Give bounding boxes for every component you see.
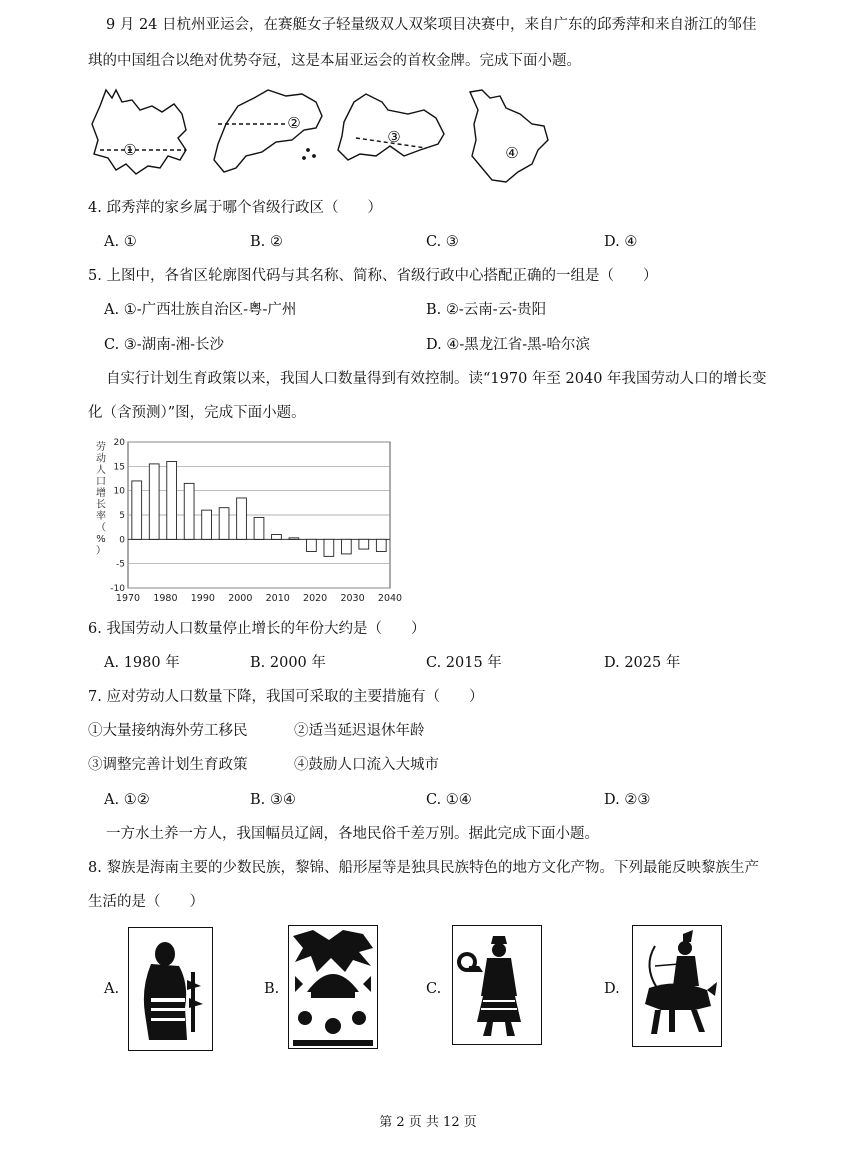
q8-option-d: D.	[604, 981, 620, 997]
y-axis-label-char: 人	[96, 465, 106, 476]
x-tick-label: 2010	[265, 593, 290, 604]
q6-stem: 6. 我国劳动人口数量停止增长的年份大约是（ ）	[88, 621, 426, 637]
q6-option-b: B. 2000 年	[250, 655, 326, 671]
q8-option-c: C.	[426, 981, 442, 997]
q7-stem: 7. 应对劳动人口数量下降，我国可采取的主要措施有（ ）	[88, 689, 484, 705]
paper-cut-b	[288, 925, 378, 1049]
y-axis-label-char: 口	[96, 476, 106, 488]
bar	[272, 534, 282, 539]
x-tick-label: 1970	[115, 593, 141, 604]
q6-option-d: D. 2025 年	[604, 655, 681, 671]
q5-stem: 5. 上图中，各省区轮廓图代码与其名称、简称、省级行政中心搭配正确的一组是（ ）	[88, 268, 658, 284]
province-outline-4	[470, 90, 548, 182]
y-axis-label-char: 长	[96, 499, 106, 511]
labor-growth-chart	[92, 434, 403, 606]
q8-line-2: 生活的是（ ）	[88, 894, 204, 910]
q7-option-a: A. ①②	[104, 792, 150, 808]
bar	[237, 498, 247, 539]
y-axis-label-char: ）	[96, 545, 106, 557]
intro2-line-2: 化（含预测）”图，完成下面小题。	[88, 405, 306, 421]
intro3-line-1: 一方水土养一方人，我国幅员辽阔，各地民俗千差万别。据此完成下面小题。	[106, 826, 599, 842]
q7-option-c: C. ①④	[426, 792, 472, 808]
q6-option-a: A. 1980 年	[104, 655, 180, 671]
bar	[359, 539, 369, 549]
q6-option-c: C. 2015 年	[426, 655, 502, 671]
q8-option-a: A.	[104, 981, 120, 997]
page-footer: 第 2 页 共 12 页	[379, 1115, 477, 1130]
q4-option-d: D. ④	[604, 234, 638, 250]
q4-stem: 4. 邱秀萍的家乡属于哪个省级行政区（ ）	[88, 200, 382, 216]
q7-option-d: D. ②③	[604, 792, 651, 808]
x-tick-label: 2030	[340, 593, 365, 604]
intro-line-1: 9 月 24 日杭州亚运会，在赛艇女子轻量级双人双桨项目决赛中，来自广东的邱秀萍和来自浙江的邹佳	[106, 17, 757, 33]
q4-option-b: B. ②	[250, 234, 283, 250]
paper-cut-a	[128, 927, 213, 1051]
q5-option-d: D. ④-黑龙江省-黑-哈尔滨	[426, 337, 591, 353]
y-axis-label-char: 劳	[96, 442, 106, 453]
y-axis-label-char: %	[96, 534, 106, 545]
q7-item-2: ②适当延迟退休年龄	[294, 723, 425, 739]
x-tick-label: 2020	[303, 593, 328, 604]
bar	[149, 464, 159, 539]
paper-cut-c	[452, 925, 542, 1045]
q5-option-c: C. ③-湖南-湘-长沙	[104, 337, 224, 353]
intro-line-2: 琪的中国组合以绝对优势夺冠，这是本届亚运会的首枚金牌。完成下面小题。	[88, 53, 581, 69]
q8-line-1: 8. 黎族是海南主要的少数民族，黎锦、船形屋等是独具民族特色的地方文化产物。下列最能反映黎族生产	[88, 860, 759, 876]
province-outline-maps	[86, 84, 556, 194]
x-tick-label: 1990	[190, 593, 215, 604]
y-axis-label-char: （	[96, 522, 106, 534]
q4-option-a: A. ①	[104, 234, 137, 250]
bar	[167, 461, 177, 539]
y-tick-label: 20	[113, 438, 125, 448]
q5-option-a: A. ①-广西壮族自治区-粤-广州	[104, 302, 297, 318]
bar	[219, 508, 229, 540]
q8-option-b: B.	[264, 981, 280, 997]
y-tick-label: 15	[113, 462, 125, 473]
q4-option-c: C. ③	[426, 234, 459, 250]
x-tick-label: 2040	[377, 593, 403, 604]
y-tick-label: 10	[113, 486, 125, 497]
map-label-1: ①	[123, 141, 137, 159]
x-tick-label: 1980	[153, 593, 178, 604]
q7-item-4: ④鼓励人口流入大城市	[294, 757, 439, 773]
bar	[254, 517, 264, 539]
province-outline-1	[92, 90, 186, 174]
province-outline-3	[338, 94, 444, 160]
intro2-line-1: 自实行计划生育政策以来，我国人口数量得到有效控制。读“1970 年至 2040 年我国劳动人口的增长变	[106, 371, 767, 387]
y-tick-label: -5	[116, 559, 125, 570]
y-tick-label: -10	[110, 584, 125, 594]
bar	[307, 539, 317, 551]
map-label-2: ②	[287, 114, 301, 132]
q5-option-b: B. ②-云南-云-贵阳	[426, 302, 547, 318]
y-axis-label-char: 增	[96, 488, 106, 499]
y-axis-label-char: 动	[96, 453, 106, 465]
q7-item-3: ③调整完善计划生育政策	[88, 757, 248, 773]
bar	[324, 539, 334, 556]
y-tick-label: 5	[119, 511, 125, 521]
bar	[376, 539, 386, 551]
bar	[132, 481, 142, 539]
q7-option-b: B. ③④	[250, 792, 296, 808]
bar	[202, 510, 212, 539]
y-axis-label-char: 率	[96, 511, 106, 522]
province-outline-2	[214, 90, 322, 172]
paper-cut-d	[632, 925, 722, 1047]
map-label-4: ④	[505, 144, 519, 162]
q7-item-1: ①大量接纳海外劳工移民	[88, 723, 248, 739]
bar	[341, 539, 351, 554]
bar	[184, 483, 194, 539]
x-tick-label: 2000	[228, 593, 253, 604]
y-tick-label: 0	[119, 535, 125, 546]
map-label-3: ③	[387, 128, 401, 146]
bar	[289, 538, 299, 539]
